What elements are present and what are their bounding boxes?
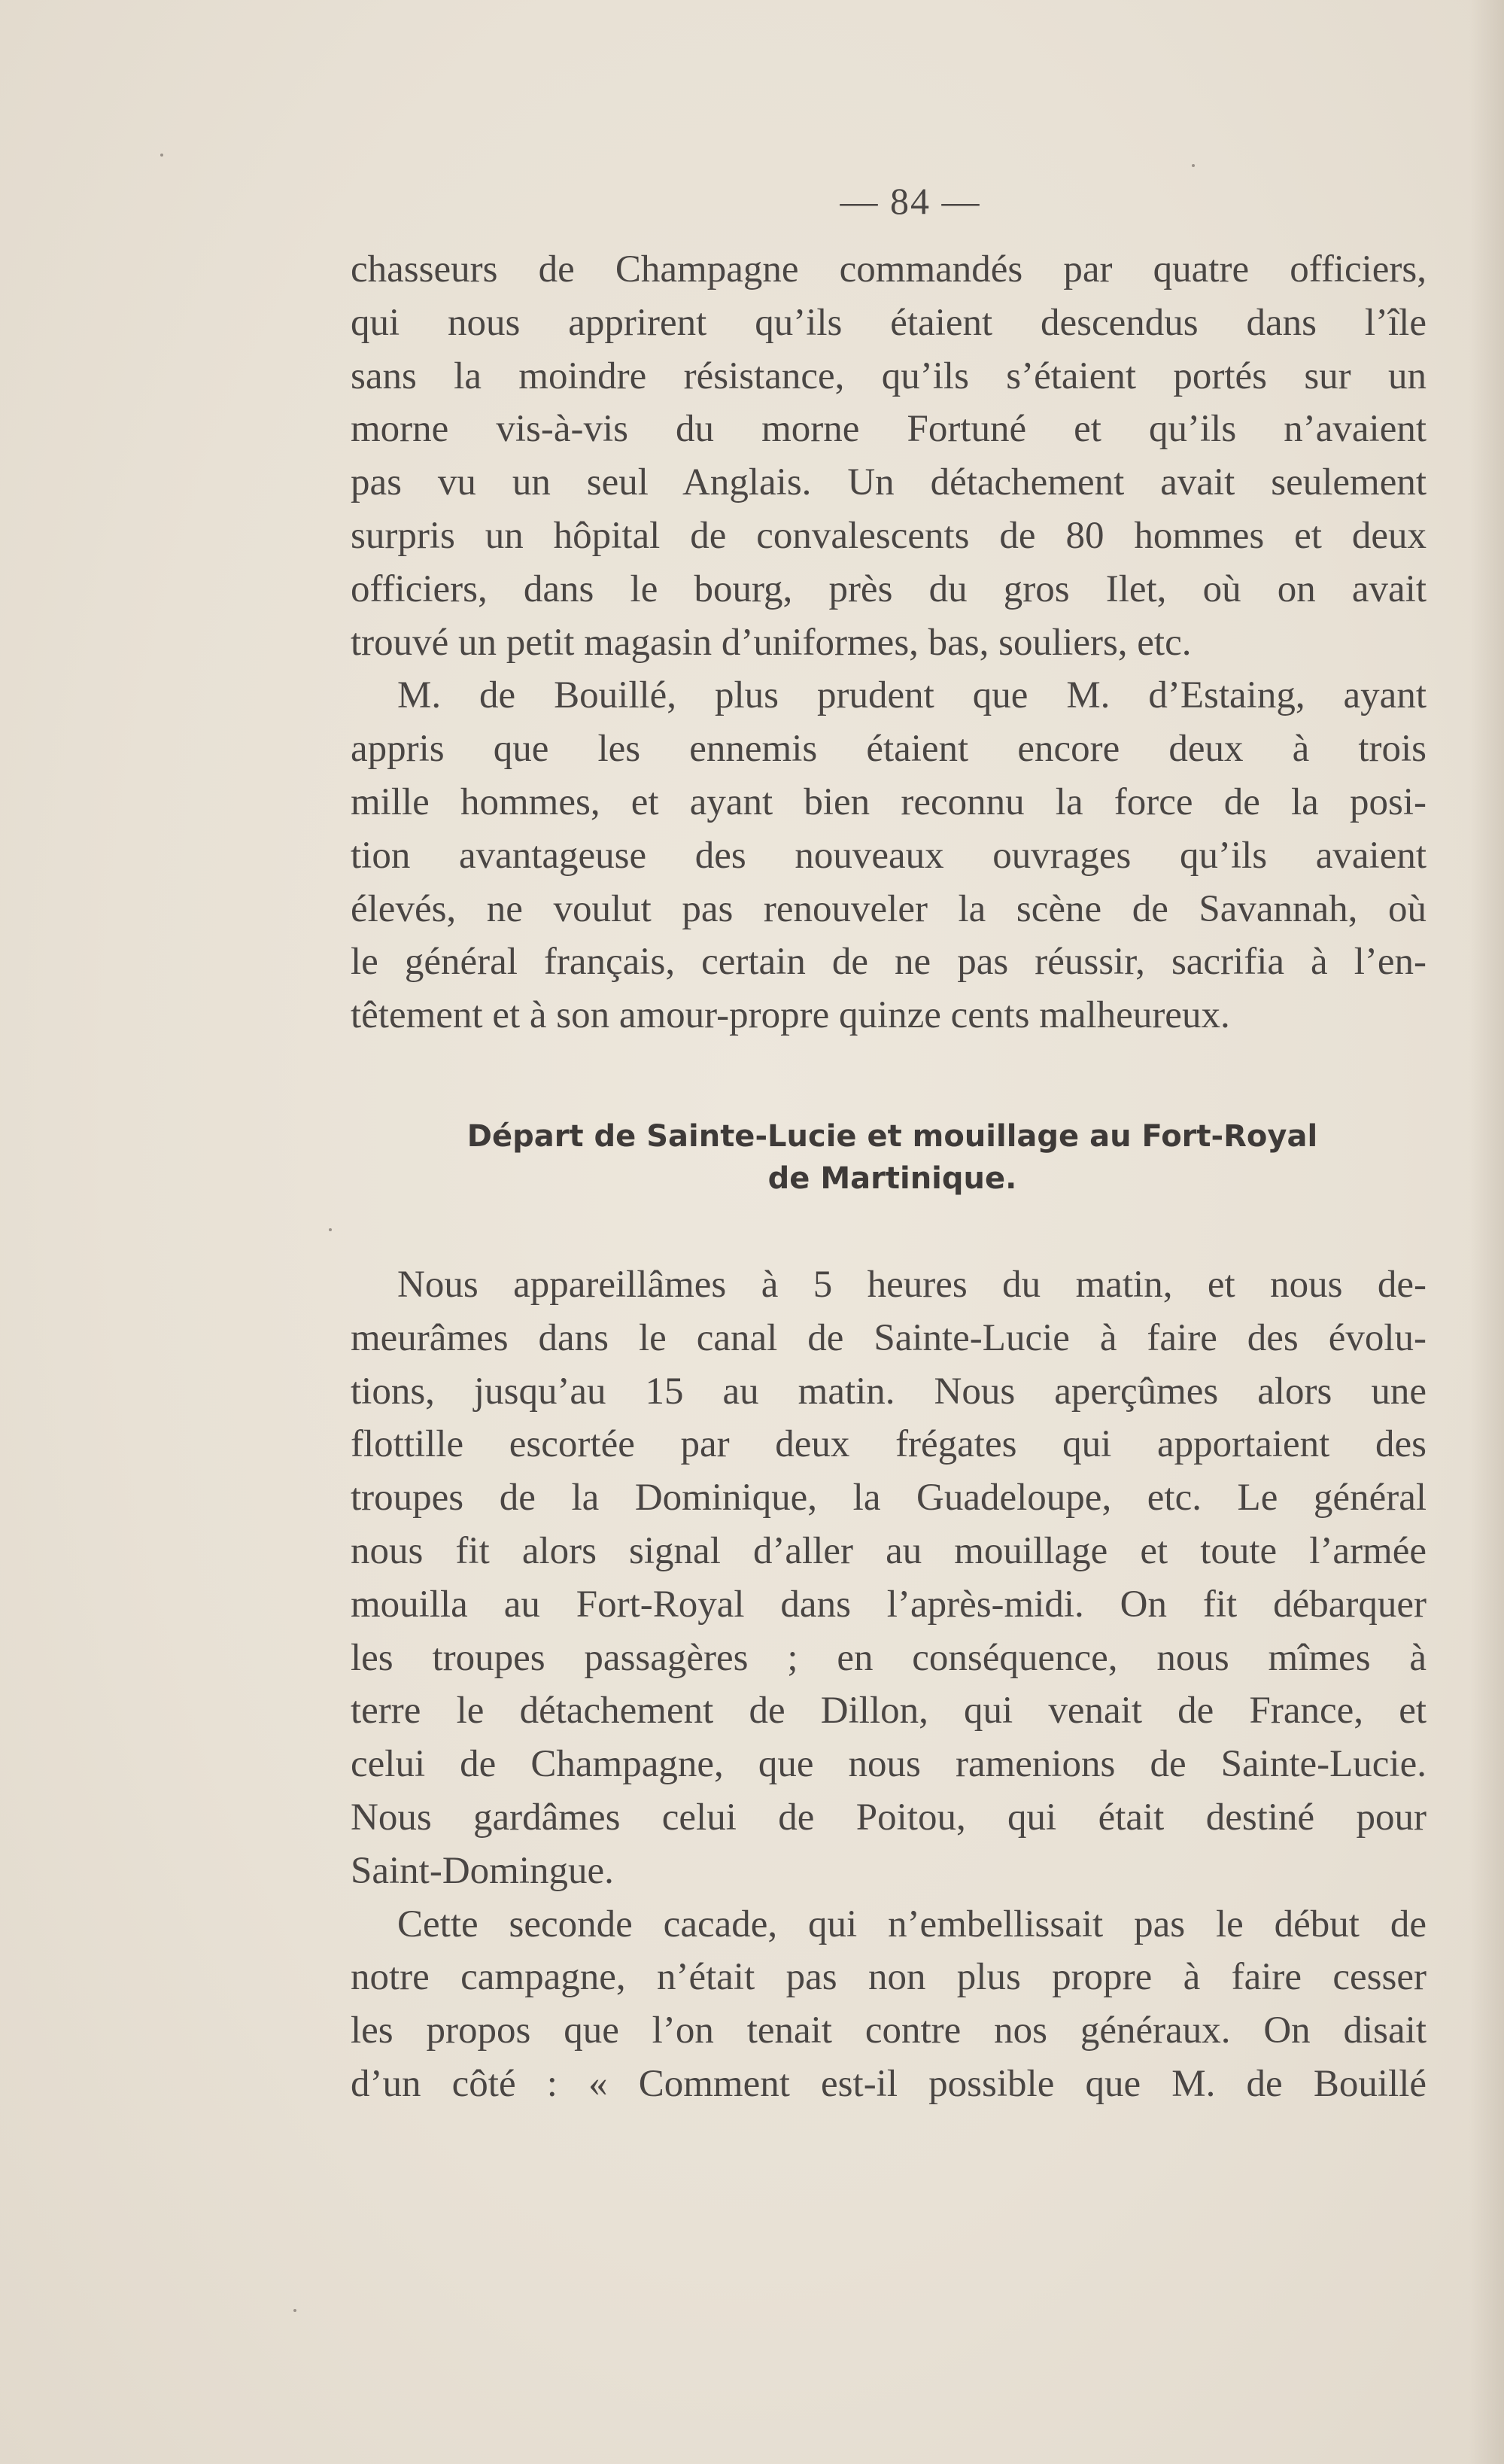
text-line: Nous gardâmes celui de Poitou, qui était destiné pour [351,1796,1427,1839]
text-line: sans la moindre résistance, qu’ils s’étaient portés sur un [351,354,1427,397]
text-line: appris que les ennemis étaient encore deux à trois [351,728,1427,771]
text-line: notre campagne, n’était pas non plus propre à faire cesser [351,1956,1427,1999]
text-line: officiers, dans le bourg, près du gros Ilet, où on avait [351,567,1427,610]
text-line: troupes de la Dominique, la Guadeloupe, etc. Le général [351,1477,1427,1519]
page-number: — 84 — [840,180,981,222]
text-line: Saint-Domingue. [351,1849,614,1892]
text-line: les troupes passagères ; en conséquence, nous mîmes à [351,1636,1427,1679]
paper-speck [293,2309,296,2312]
text-line: meurâmes dans le canal de Sainte-Lucie à faire des évolu- [351,1316,1427,1359]
text-block-top [351,243,1427,1042]
text-line: tion avantageuse des nouveaux ouvrages qu’ils avaient [351,834,1427,877]
paragraph-2 [351,669,1427,1042]
text-line: têtement et à son amour-propre quinze cents malheureux. [351,994,1230,1037]
text-line: terre le détachement de Dillon, qui venait de France, et [351,1690,1427,1732]
paper-speck [329,1228,332,1231]
text-line: Cette seconde cacade, qui n’embellissait pas le début de [397,1903,1427,1945]
text-line: M. de Bouillé, plus prudent que M. d’Estaing, ayant [397,674,1427,717]
text-block-bottom [351,1258,1427,2111]
text-line: qui nous apprirent qu’ils étaient descendus dans l’île [351,301,1427,344]
text-line: trouvé un petit magasin d’uniformes, bas, souliers, etc. [351,621,1192,664]
paper-speck [1192,164,1195,167]
text-line: élevés, ne voulut pas renouveler la scène de Savannah, où [351,887,1427,930]
text-line: mille hommes, et ayant bien reconnu la force de la posi- [351,780,1427,823]
text-line: surpris un hôpital de convalescents de 80 hommes et deux [351,514,1427,557]
section-heading-line-2: de Martinique. [767,1161,1017,1196]
text-line: flottille escortée par deux frégates qui apportaient des [351,1423,1427,1466]
text-line: nous fit alors signal d’aller au mouillage et toute l’armée [351,1529,1427,1572]
text-line: pas vu un seul Anglais. Un détachement avait seulement [351,461,1427,504]
text-line: morne vis-à-vis du morne Fortuné et qu’ils n’avaient [351,408,1427,451]
text-line: tions, jusqu’au 15 au matin. Nous aperçûmes alors une [351,1370,1427,1413]
text-line: chasseurs de Champagne commandés par quatre officiers, [351,248,1427,291]
paper-speck [160,154,163,157]
text-line: les propos que l’on tenait contre nos généraux. On disait [351,2009,1427,2052]
section-heading-line-1: Départ de Sainte-Lucie et mouillage au Fort-Royal [466,1119,1318,1154]
page-edge-shadow [1469,0,1504,2464]
text-line: mouilla au Fort-Royal dans l’après-midi. On fit débarquer [351,1583,1427,1626]
text-line: Nous appareillâmes à 5 heures du matin, et nous de- [397,1264,1427,1306]
paragraph-4 [351,1898,1427,2111]
text-line: le général français, certain de ne pas réussir, sacrifia à l’en- [351,941,1427,984]
paragraph-1 [351,243,1427,669]
text-line: celui de Champagne, que nous ramenions de Sainte-Lucie. [351,1743,1427,1786]
paragraph-3 [351,1258,1427,1898]
text-line: d’un côté : « Comment est-il possible que M. de Bouillé [351,2062,1427,2105]
